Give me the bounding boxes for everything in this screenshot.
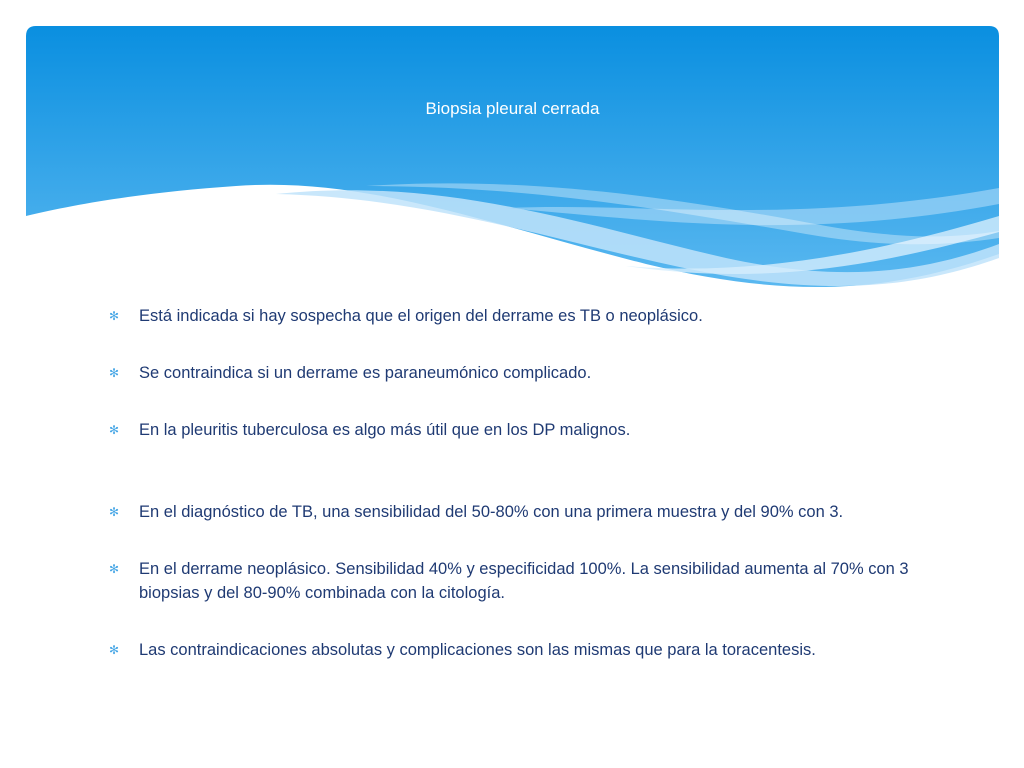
bullet-text: Se contraindica si un derrame es paraneumónico complicado. — [139, 364, 592, 382]
bullet-item — [106, 557, 926, 605]
asterisk-bullet-icon: ✻ — [108, 643, 120, 657]
wave-graphic — [26, 26, 999, 288]
asterisk-bullet-icon: ✻ — [108, 562, 120, 576]
slide-title: Biopsia pleural cerrada — [425, 99, 600, 118]
bullet-item — [106, 500, 926, 524]
bullet-text: Está indicada si hay sospecha que el origen del derrame es TB o neoplásico. — [139, 307, 703, 325]
bullet-list — [106, 304, 926, 662]
bullet-item — [106, 418, 926, 442]
asterisk-bullet-icon: ✻ — [108, 366, 120, 380]
header-wave-banner — [26, 26, 999, 288]
bullet-item — [106, 638, 926, 662]
bullet-item — [106, 361, 926, 385]
asterisk-bullet-icon: ✻ — [108, 505, 120, 519]
bullet-text: En el derrame neoplásico. Sensibilidad 40% y especificidad 100%. La sensibilidad aumenta al 70% con 3 biopsias y del 80-90% combinada con la citología. — [139, 560, 909, 602]
bullet-item — [106, 304, 926, 328]
bullet-text: En el diagnóstico de TB, una sensibilidad del 50-80% con una primera muestra y del 90% con 3. — [139, 503, 844, 521]
bullet-text: Las contraindicaciones absolutas y complicaciones son las mismas que para la toracentesis. — [139, 641, 816, 659]
asterisk-bullet-icon: ✻ — [108, 423, 120, 437]
asterisk-bullet-icon: ✻ — [108, 309, 120, 323]
bullet-text: En la pleuritis tuberculosa es algo más útil que en los DP malignos. — [139, 421, 631, 439]
